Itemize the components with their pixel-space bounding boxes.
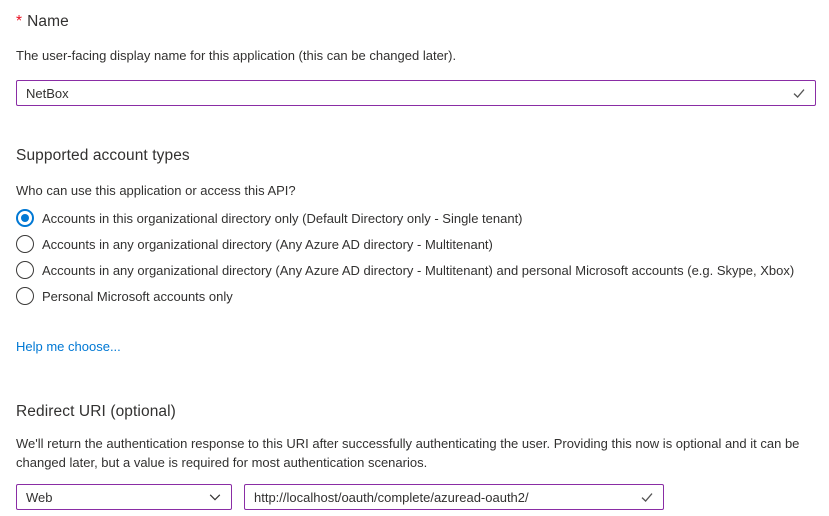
radio-icon[interactable] xyxy=(16,261,34,279)
required-asterisk: * xyxy=(16,13,23,30)
valid-checkmark-icon xyxy=(791,85,807,101)
radio-option-label: Accounts in this organizational directory only (Default Directory only - Single tenant) xyxy=(42,210,523,226)
redirect-uri-title: Redirect URI (optional) xyxy=(16,403,176,420)
radio-option-label: Accounts in any organizational directory (Any Azure AD directory - Multitenant) xyxy=(42,236,493,252)
radio-option-personal-only[interactable] xyxy=(16,287,816,305)
redirect-uri-section xyxy=(16,402,816,510)
radio-option-multitenant-personal[interactable] xyxy=(16,261,816,279)
name-input-box xyxy=(16,80,816,106)
account-types-question: Who can use this application or access this API? xyxy=(16,183,296,198)
name-description: The user-facing display name for this application (this can be changed later). xyxy=(16,48,457,63)
redirect-uri-input-box xyxy=(244,484,664,510)
redirect-uri-input[interactable] xyxy=(254,490,631,505)
radio-icon[interactable] xyxy=(16,235,34,253)
account-types-radio-group xyxy=(16,209,816,305)
help-me-choose-link[interactable]: Help me choose... xyxy=(16,339,121,354)
redirect-uri-row xyxy=(16,484,816,510)
valid-checkmark-icon xyxy=(639,489,655,505)
redirect-uri-description: We'll return the authentication response to this URI after successfully authenticating the user. Providing this now is optional and it can be changed later, but a value is required for most authentication scenarios. xyxy=(16,436,800,470)
radio-option-single-tenant[interactable] xyxy=(16,209,816,227)
name-input[interactable] xyxy=(26,86,783,101)
platform-select[interactable] xyxy=(16,484,232,510)
radio-option-multitenant[interactable] xyxy=(16,235,816,253)
account-types-title: Supported account types xyxy=(16,147,190,164)
radio-option-label: Personal Microsoft accounts only xyxy=(42,288,233,304)
chevron-down-icon xyxy=(208,490,222,504)
name-title-text: Name xyxy=(27,13,69,30)
radio-option-label: Accounts in any organizational directory (Any Azure AD directory - Multitenant) and personal Microsoft accounts (e.g. Skype, Xbox) xyxy=(42,262,795,278)
account-types-section xyxy=(16,146,816,356)
radio-icon[interactable] xyxy=(16,209,34,227)
platform-select-value: Web xyxy=(26,489,53,505)
name-section-title xyxy=(16,12,816,32)
radio-icon[interactable] xyxy=(16,287,34,305)
